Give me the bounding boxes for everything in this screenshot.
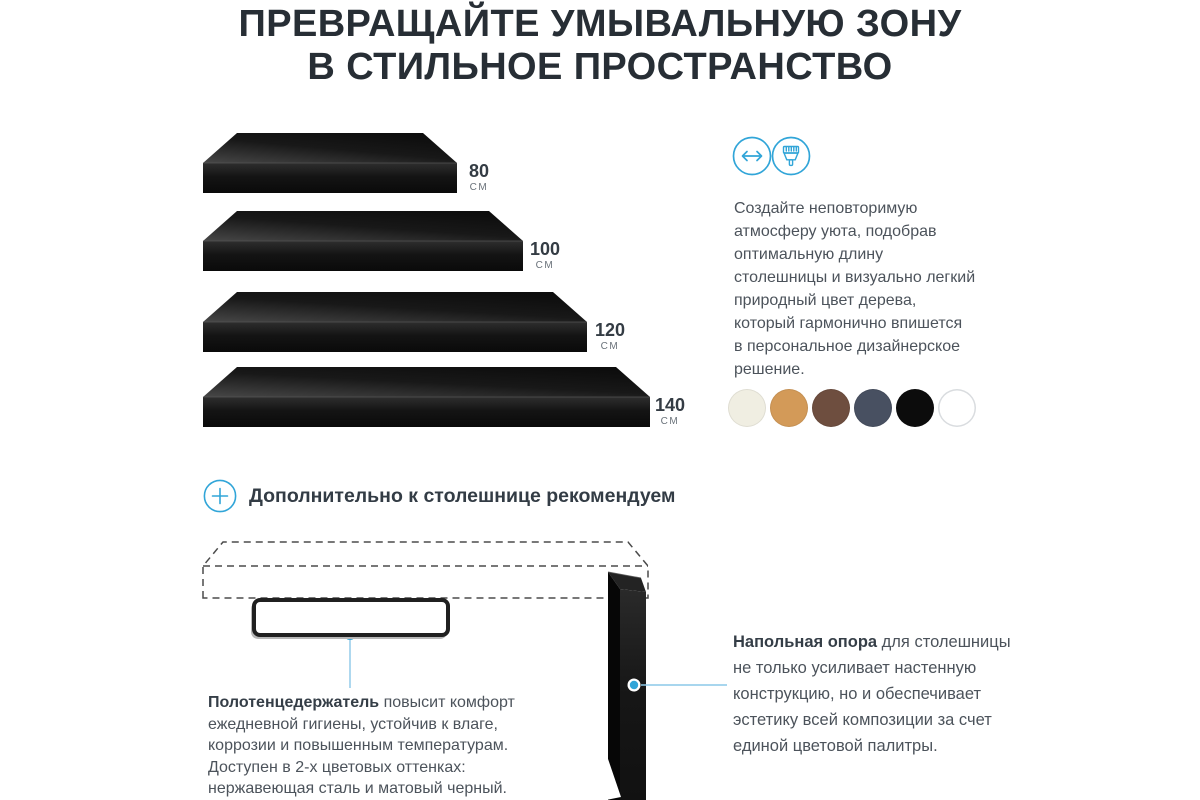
page-title-line1: ПРЕВРАЩАЙТЕ УМЫВАЛЬНУЮ ЗОНУ (238, 3, 962, 45)
text-fragment: для столешницы (877, 633, 1011, 651)
text-line (733, 629, 1011, 655)
text-line: Создайте неповторимую (734, 200, 918, 217)
size-unit: СМ (535, 260, 555, 271)
page-title (0, 3, 1200, 89)
plus-icon (203, 479, 237, 513)
text-lines (733, 655, 1011, 759)
text-lines (208, 714, 515, 800)
color-swatch-white[interactable] (938, 389, 976, 427)
text-line: конструкцию, но и обеспечивает (733, 685, 982, 703)
horizontal-resize-icon (734, 138, 771, 175)
size-value: 120 (594, 320, 626, 340)
size-label-80 (451, 163, 507, 193)
size-label-140 (642, 397, 698, 427)
text-fragment: повысит комфорт (379, 694, 515, 711)
floor-support-text (733, 629, 1011, 759)
towel-holder-callout (345, 629, 355, 688)
text-line: столешницы и визуально легкий (734, 269, 976, 286)
page-title-line2: В СТИЛЬНОЕ ПРОСТРАНСТВО (307, 46, 893, 88)
text-line: коррозии и повышенным температурам. (208, 737, 509, 754)
countertop-slab-80 (203, 133, 457, 193)
text-line (208, 692, 515, 714)
color-swatch-cream[interactable] (728, 389, 766, 427)
text-line: в персональное дизайнерское (734, 338, 961, 355)
text-line: эстетику всей композиции за счет (733, 711, 992, 729)
size-value: 100 (529, 239, 561, 259)
countertop-slab-140 (203, 367, 650, 427)
color-swatch-graphite[interactable] (854, 389, 892, 427)
text-line: единой цветовой палитры. (733, 737, 938, 755)
text-line: который гармонично впишется (734, 315, 963, 332)
size-label-120 (582, 322, 638, 352)
color-swatches (728, 389, 976, 427)
color-swatch-oak[interactable] (770, 389, 808, 427)
size-value: 80 (468, 161, 490, 181)
recommendations-heading-text: Дополнительно к столешнице рекомендуем (249, 484, 676, 507)
countertop-slab-100 (203, 211, 523, 271)
color-swatch-walnut[interactable] (812, 389, 850, 427)
text-line: Доступен в 2-х цветовых оттенках: (208, 758, 466, 776)
customization-description (734, 197, 975, 381)
countertop-slab-120 (203, 292, 587, 352)
floor-support-panel (606, 572, 646, 800)
text-line: решение. (734, 361, 805, 378)
text-line: атмосферу уюта, подобрав (734, 223, 937, 240)
paint-brush-icon (773, 138, 810, 175)
size-unit: СМ (660, 416, 680, 427)
size-unit: СМ (600, 341, 620, 352)
size-label-100 (517, 241, 573, 271)
towel-holder-illustration (252, 598, 450, 637)
text-line: природный цвет дерева, (734, 292, 917, 309)
floor-support-lead: Напольная опора (733, 633, 878, 651)
text-line: оптимальную длину (734, 246, 884, 263)
text-line: ежедневной гигиены, устойчив к влаге, (208, 715, 498, 733)
text-line: нержавеющая сталь и матовый черный. (208, 780, 507, 797)
floor-support-callout (628, 679, 728, 692)
text-line: не только усиливает настенную (733, 659, 977, 677)
towel-holder-lead: Полотенцедержатель (208, 694, 380, 711)
size-value: 140 (654, 395, 686, 415)
size-unit: СМ (469, 182, 489, 193)
towel-holder-text (208, 692, 515, 800)
color-swatch-black[interactable] (896, 389, 934, 427)
dashed-countertop-outline (203, 542, 648, 598)
recommendations-heading (203, 479, 675, 513)
